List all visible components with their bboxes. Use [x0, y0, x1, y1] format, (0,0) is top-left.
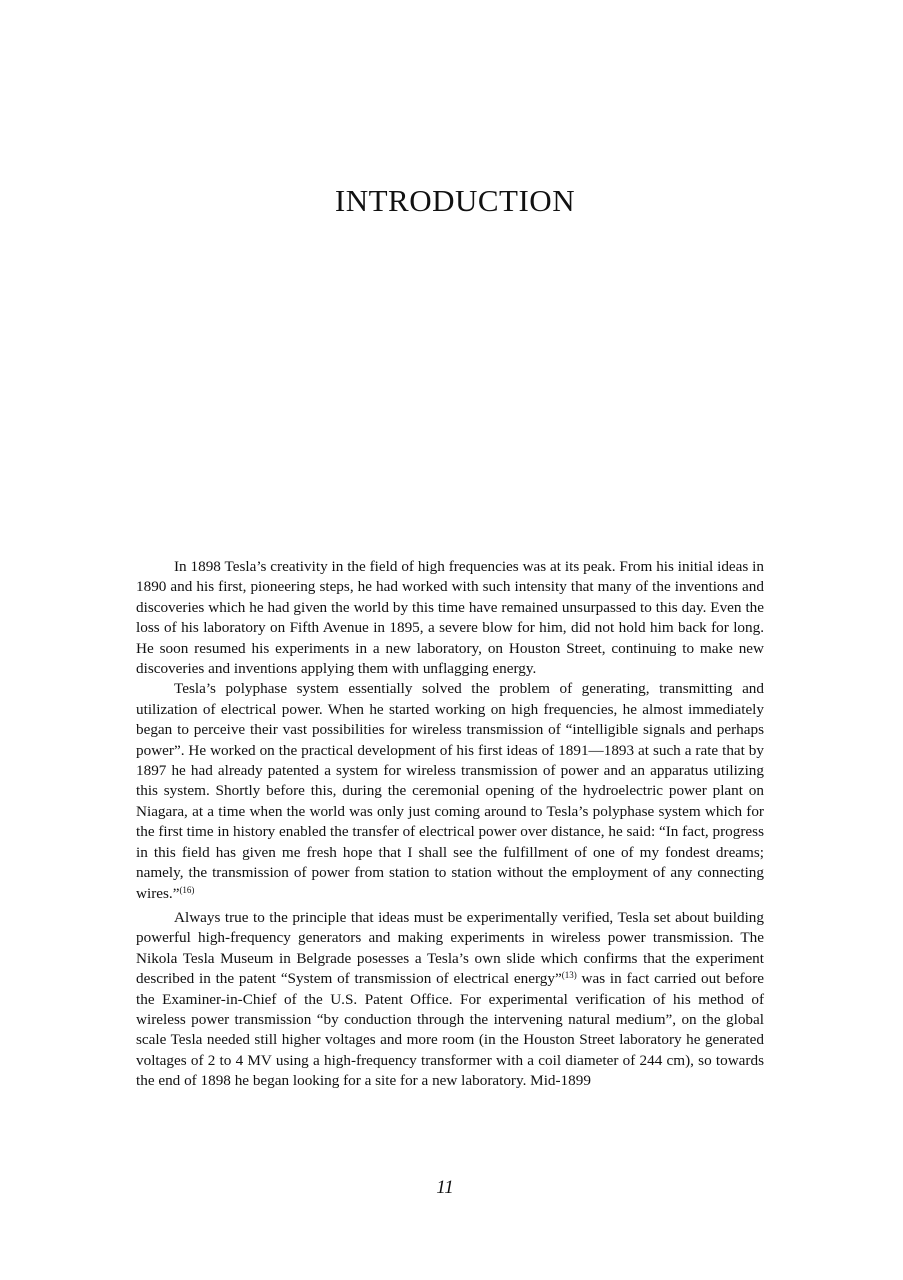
paragraph-3-text-b: was in fact carried out before the Examiner-in-Chief of the U.S. Patent Office. For experimental verification of his method of wireless power transmission “by conduction through the intervening natural medium”, on the global scale Tesla needed still higher voltages and more room (in the Houston Street laboratory he generated voltages of 2 to 4 MV using a high-frequency transformer with a coil diameter of 244 cm), so towards the end of 1898 he began looking for a site for a new laboratory. Mid-1899: [136, 970, 764, 1090]
paragraph-2-text: Tesla’s polyphase system essentially solved the problem of generating, transmitting and utilization of electrical power. When he started working on high frequencies, he almost immediately began to perceive their vast possibilities for wireless transmission of “intelligible signals and perhaps power”. He worked on the practical development of his first ideas of 1891—1893 at such a rate that by 1897 he had already patented a system for wireless transmission of power and an apparatus utilizing this system. Shortly before this, during the ceremonial opening of the hydroelectric power plant on Niagara, at a time when the world was only just coming around to Tesla’s polyphase system which for the first time in history enabled the transfer of electrical power over distance, he said: “In fact, progress in this field has given me fresh hope that I shall see the fulfillment of one of my fondest dreams; namely, the transmission of power from station to station without the employment of any connecting wires.”: [136, 680, 764, 902]
chapter-title: INTRODUCTION: [334, 183, 576, 218]
paragraph-3: [136, 908, 764, 1092]
paragraph-2: [136, 679, 764, 903]
footnote-reference: (13): [561, 970, 577, 981]
paragraph-1-text: In 1898 Tesla’s creativity in the field of high frequencies was at its peak. From his initial ideas in 1890 and his first, pioneering steps, he had worked with such intensity that many of the inventions and discoveries which he had given the world by this time have remained unsurpassed to this day. Even the loss of his laboratory on Fifth Avenue in 1895, a severe blow for him, did not hold him back for long. He soon resumed his experiments in a new laboratory, on Houston Street, continuing to make new discoveries and inventions applying them with unflagging energy.: [136, 558, 764, 678]
body-text: [136, 557, 764, 1092]
page-number: 11: [436, 1177, 454, 1198]
paragraph-3-text-a: Always true to the principle that ideas must be experimentally verified, Tesla set about building powerful high-frequency generators and making experiments in wireless power transmission. The Nikola Tesla Museum in Belgrade posesses a Tesla’s own slide which confirms that the experiment described in the patent “System of transmission of electrical energy”: [136, 908, 764, 988]
paragraph-1: [136, 557, 764, 679]
footnote-reference: (16): [179, 884, 195, 895]
